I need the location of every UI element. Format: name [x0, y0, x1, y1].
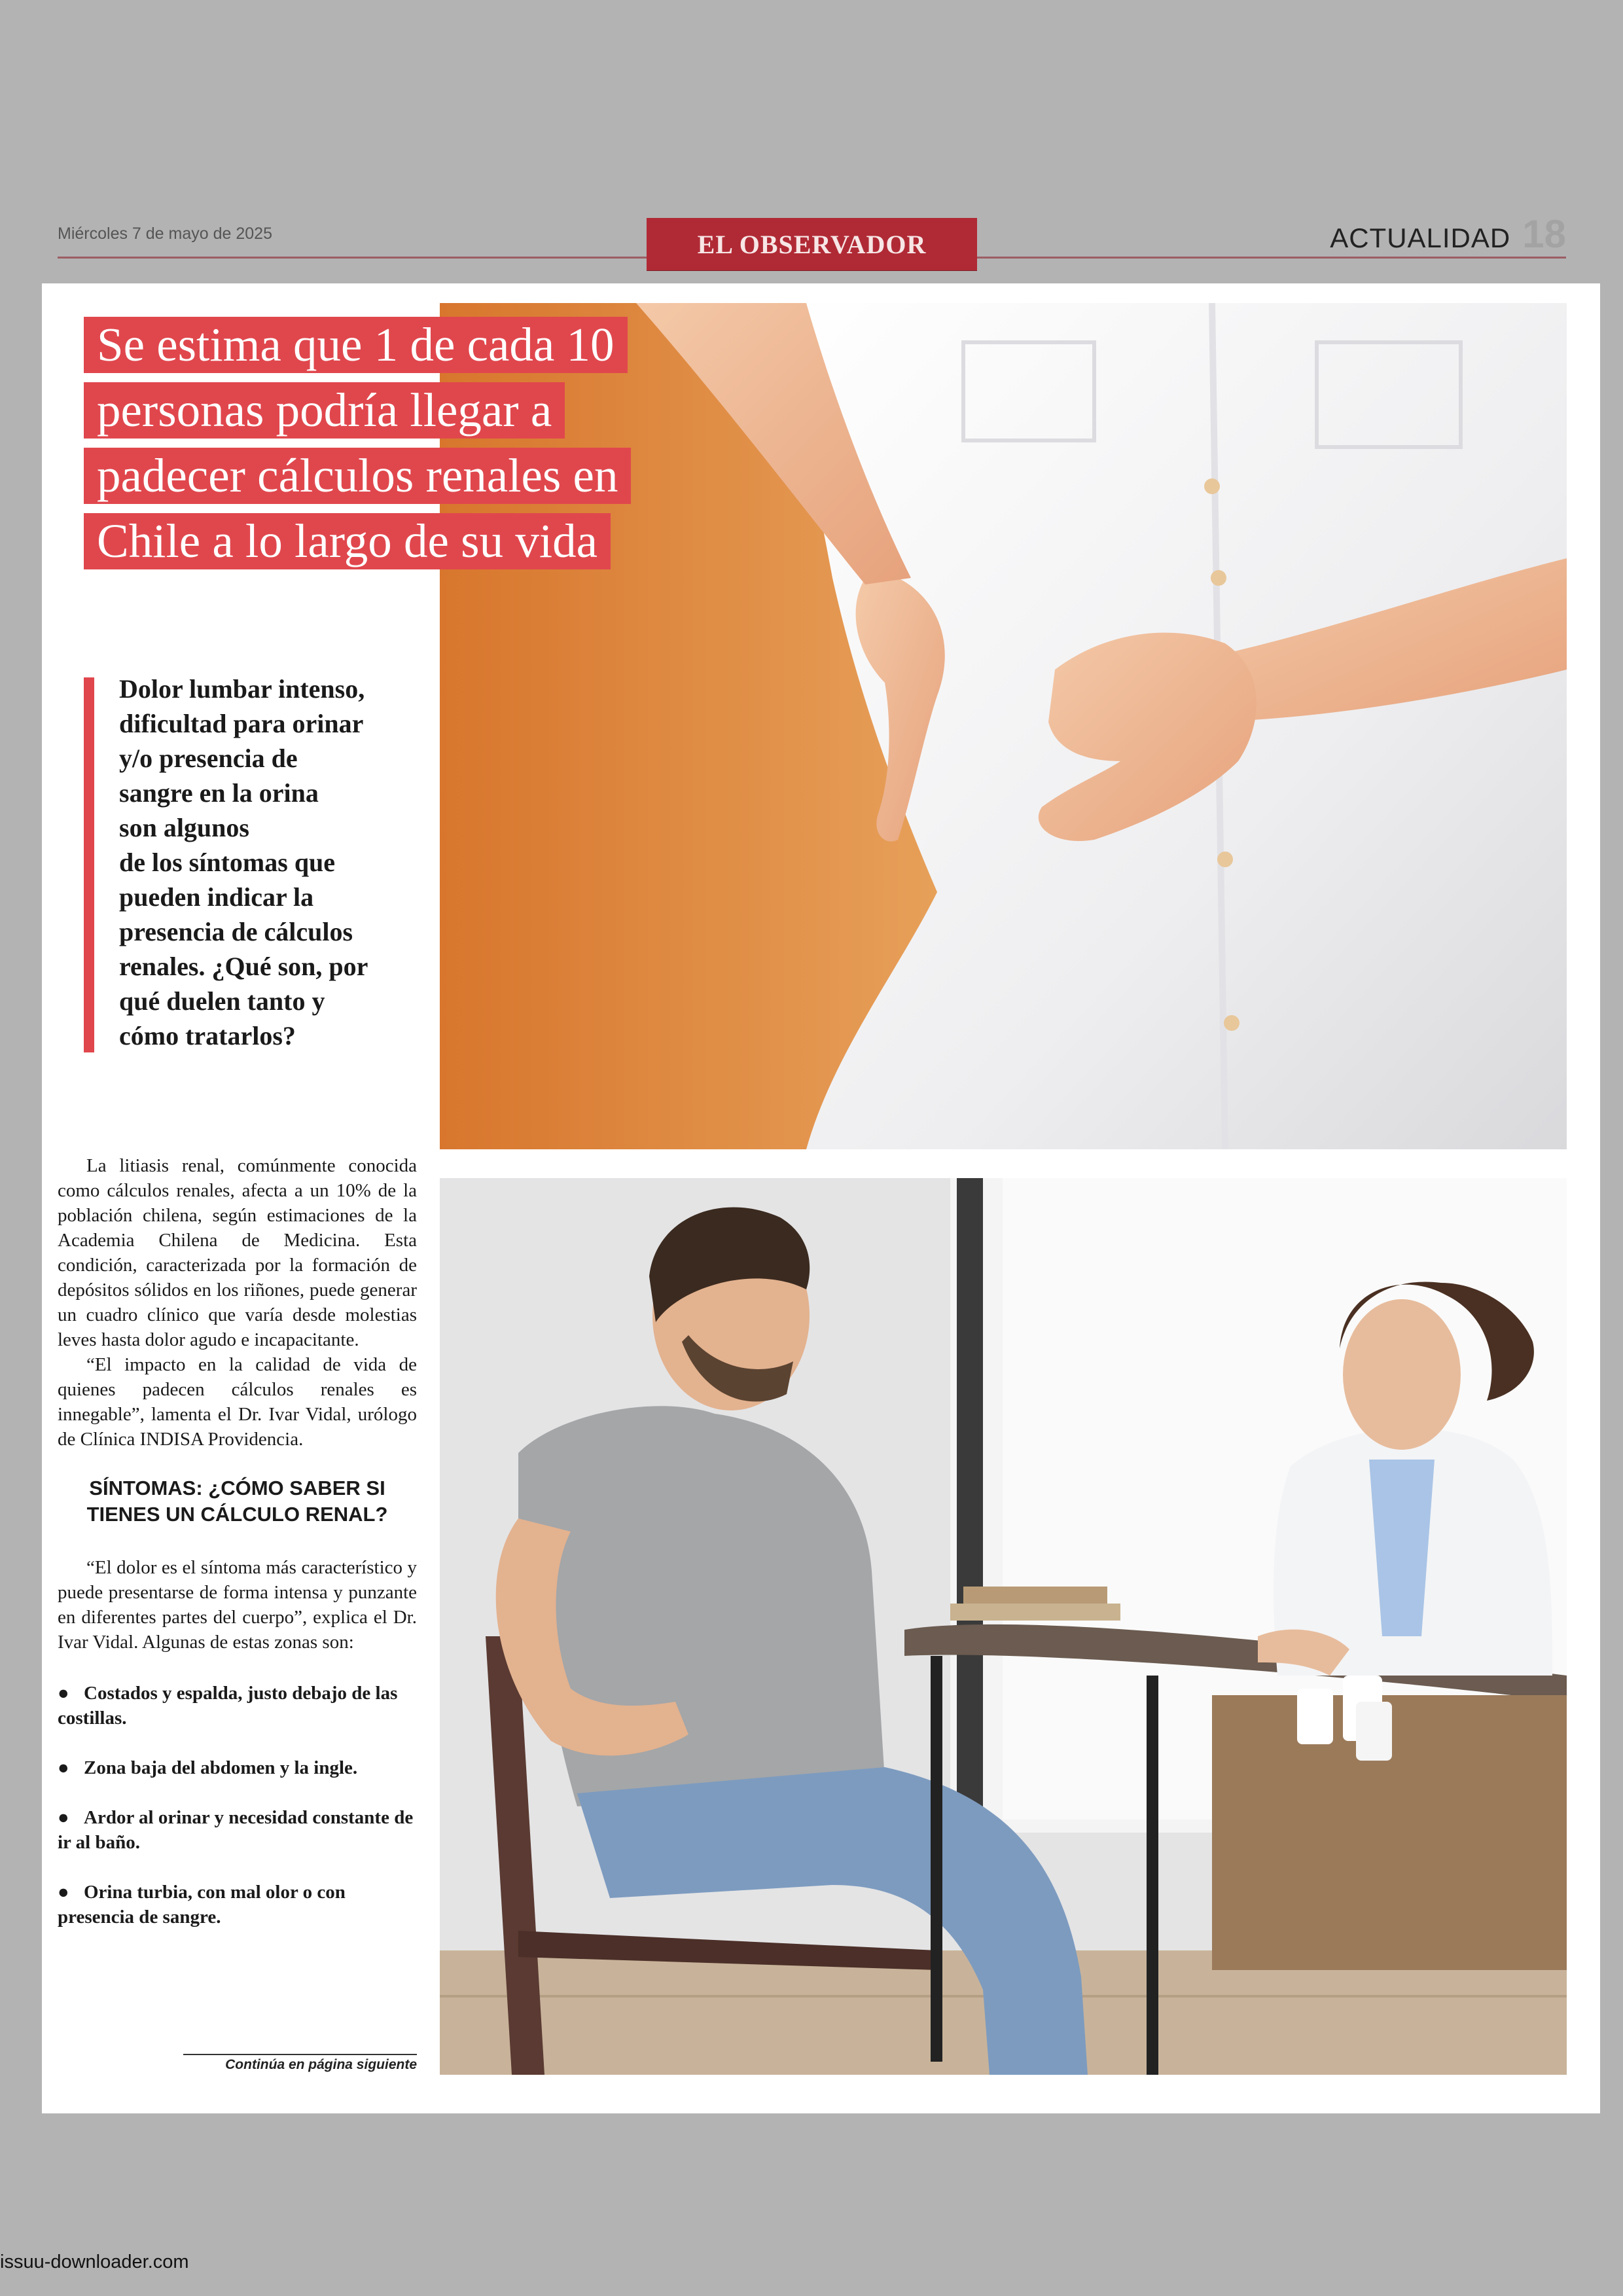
- deck-line: sangre en la orina: [119, 778, 319, 808]
- deck-line: pueden indicar la: [119, 882, 314, 912]
- deck-line: y/o presencia de: [119, 744, 298, 773]
- consultation-illustration: [440, 1178, 1567, 2075]
- body-paragraph: “El dolor es el síntoma más característico y puede presentarse de forma intensa y punzante en diferentes partes del cuerpo”, explica el Dr. Ivar Vidal. Algunas de estas zonas son:: [58, 1557, 417, 1653]
- body-paragraph: “El impacto en la calidad de vida de quienes padecen cálculos renales es innegable”, lamenta el Dr. Ivar Vidal, urólogo de Clínica INDISA Providencia.: [58, 1354, 417, 1450]
- deck-line: Dolor lumbar intenso,: [119, 674, 365, 704]
- list-item: [58, 1805, 417, 1855]
- deck-accent-bar: [84, 677, 94, 1052]
- list-item-text: Zona baja del abdomen y la ingle.: [84, 1757, 358, 1778]
- deck-line: de los síntomas que: [119, 848, 336, 877]
- bullet-icon: ●: [58, 1807, 69, 1828]
- continuation-rule: [183, 2054, 417, 2055]
- deck-line: cómo tratarlos?: [119, 1021, 296, 1050]
- issue-date: Miércoles 7 de mayo de 2025: [58, 224, 272, 243]
- deck-line: dificultad para orinar: [119, 709, 364, 738]
- headline-line: Se estima que 1 de cada 10: [84, 317, 628, 373]
- doctor-consultation-photo: [440, 1178, 1567, 2075]
- list-item: [58, 1681, 417, 1731]
- continued-on-next-page: Continúa en página siguiente: [225, 2057, 417, 2072]
- list-item: [58, 1880, 417, 1929]
- deck-line: presencia de cálculos: [119, 917, 353, 946]
- deck-line: renales. ¿Qué son, por: [119, 952, 368, 981]
- article-body: [58, 1153, 417, 1954]
- bullet-icon: ●: [58, 1882, 69, 1903]
- bullet-icon: ●: [58, 1757, 69, 1778]
- section-label: [1330, 211, 1566, 257]
- headline: [84, 317, 631, 579]
- list-item-text: Ardor al orinar y necesidad constante de ir al baño.: [58, 1807, 414, 1853]
- headline-line: padecer cálculos renales en: [84, 448, 631, 504]
- newspaper-masthead: EL OBSERVADOR: [647, 218, 977, 270]
- body-paragraph: La litiasis renal, comúnmente conocida como cálculos renales, afecta a un 10% de la población chilena, según estimaciones de la Academia Chilena de Medicina. Esta condición, caracterizada por la formación de depósitos sólidos en los riñones, puede generar un cuadro clínico que varía desde molestias leves hasta dolor agudo e incapacitante.: [58, 1155, 417, 1350]
- deck-line: qué duelen tanto y: [119, 986, 325, 1016]
- page-number: 18: [1522, 212, 1566, 256]
- symptom-list: [58, 1681, 417, 1929]
- source-watermark: issuu-downloader.com: [0, 2251, 189, 2272]
- article-deck: [119, 672, 427, 1053]
- headline-line: personas podría llegar a: [84, 382, 565, 439]
- bullet-icon: ●: [58, 1683, 69, 1704]
- list-item-text: Costados y espalda, justo debajo de las costillas.: [58, 1683, 398, 1729]
- headline-line: Chile a lo largo de su vida: [84, 513, 611, 569]
- section-name: ACTUALIDAD: [1330, 223, 1511, 253]
- section-subhead: SÍNTOMAS: ¿CÓMO SABER SI TIENES UN CÁLCULO RENAL?: [86, 1477, 388, 1526]
- list-item: [58, 1755, 417, 1780]
- deck-line: son algunos: [119, 813, 249, 842]
- list-item-text: Orina turbia, con mal olor o con presencia de sangre.: [58, 1882, 346, 1928]
